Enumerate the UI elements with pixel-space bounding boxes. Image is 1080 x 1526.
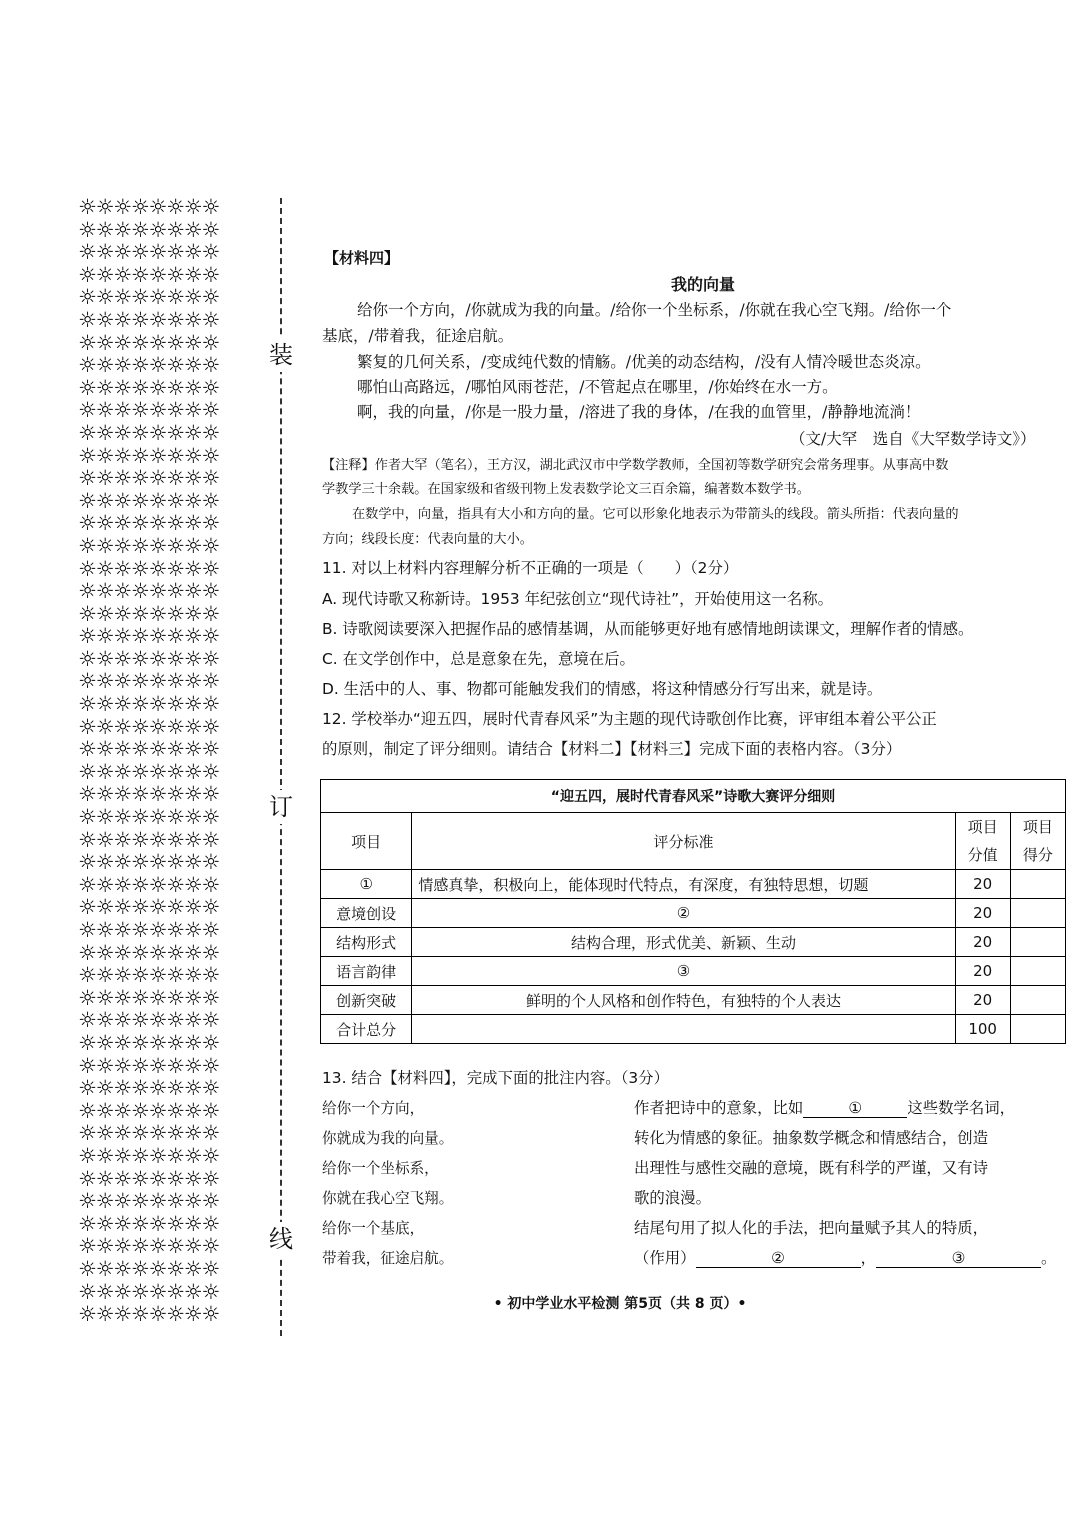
answer-blank-1[interactable]: ①	[803, 1099, 907, 1118]
q13-poem-line: 给你一个方向，	[322, 1100, 425, 1117]
row-score	[1010, 899, 1065, 928]
answer-blank-3[interactable]: ③	[876, 1249, 1041, 1268]
table-row	[321, 986, 1066, 1015]
row-score	[1010, 957, 1065, 986]
annotation-text: 。	[1040, 1249, 1057, 1267]
row-standard: 结构合理，形式优美、新颖、生动	[412, 928, 955, 957]
q13-poem-line: 给你一个基底，	[322, 1220, 425, 1237]
row-score	[1010, 870, 1065, 899]
q13-poem-line: 你就成为我的向量。	[322, 1130, 454, 1147]
poem-source: （文/大罕 选自《大罕数学诗文》）	[790, 430, 1036, 448]
table-row	[321, 1015, 1066, 1044]
q13-poem-line: 给你一个坐标系，	[322, 1160, 439, 1177]
q13-poem-line: 你就在我心空飞翔。	[322, 1190, 454, 1207]
row-score	[1010, 1015, 1065, 1044]
header-value-2: 分值	[967, 846, 998, 864]
row-project: 创新突破	[321, 986, 412, 1015]
q13-poem-line: 带着我，征途启航。	[322, 1250, 454, 1267]
row-project: 结构形式	[321, 928, 412, 957]
row-project: 语言韵律	[321, 957, 412, 986]
row-standard: 情感真挚，积极向上，能体现时代特点，有深度，有独特思想，切题	[412, 870, 955, 899]
annotation-line	[634, 1096, 1015, 1118]
poem-line: 繁复的几何关系，/变成纯代数的情觞。/优美的动态结构，/没有人情冷暖世态炎凉。	[357, 353, 931, 371]
note-line: 学教学三十余载。在国家级和省级刊物上发表数学论文三百余篇，编著数本数学书。	[322, 482, 810, 497]
annotation-text: 这些数学名词，	[907, 1099, 1016, 1117]
q11-option-b: B. 诗歌阅读要深入把握作品的感情基调，从而能够更好地有感情地朗读课文，理解作者的情感。	[322, 620, 974, 638]
row-project: 合计总分	[321, 1015, 412, 1044]
answer-blank-2[interactable]: ②	[696, 1249, 861, 1268]
poem-line: 给你一个方向，/你就成为我的向量。/给你一个坐标系，/你就在我心空飞翔。/给你一个	[357, 301, 952, 319]
annotation-line: 结尾句用了拟人化的手法，把向量赋予其人的特质，	[634, 1219, 988, 1237]
header-standard: 评分标准	[412, 813, 955, 870]
header-value-1: 项目	[967, 818, 998, 836]
binding-char-zhuang: 装	[264, 338, 298, 372]
annotation-text: ，	[860, 1249, 876, 1267]
q13-stem: 13. 结合【材料四】，完成下面的批注内容。（3分）	[322, 1069, 669, 1087]
table-row	[321, 870, 1066, 899]
annotation-line: 转化为情感的象征。抽象数学概念和情感结合，创造	[634, 1129, 988, 1147]
header-value	[955, 813, 1010, 870]
binding-char-ding: 订	[264, 790, 298, 824]
row-value: 20	[955, 899, 1010, 928]
rubric-title: “迎五四，展时代青春风采”诗歌大赛评分细则	[321, 780, 1066, 813]
header-score	[1010, 813, 1065, 870]
q11-option-a: A. 现代诗歌又称新诗。1953 年纪弦创立“现代诗社”，开始使用这一名称。	[322, 590, 833, 608]
header-project: 项目	[321, 813, 412, 870]
header-score-1: 项目	[1022, 818, 1053, 836]
page-footer: • 初中学业水平检测 第5页（共 8 页）•	[493, 1296, 747, 1312]
row-standard: 鲜明的个人风格和创作特色，有独特的个人表达	[412, 986, 955, 1015]
table-row	[321, 899, 1066, 928]
row-value: 20	[955, 957, 1010, 986]
row-standard	[412, 1015, 955, 1044]
row-score	[1010, 986, 1065, 1015]
row-value: 100	[955, 1015, 1010, 1044]
q11-option-c: C. 在文学创作中，总是意象在先，意境在后。	[322, 650, 635, 668]
table-row	[321, 957, 1066, 986]
row-value: 20	[955, 986, 1010, 1015]
q12-stem-line: 12. 学校举办“迎五四，展时代青春风采”为主题的现代诗歌创作比赛，评审组本着公平公正	[322, 710, 937, 728]
row-value: 20	[955, 870, 1010, 899]
row-standard: ②	[412, 899, 955, 928]
row-score	[1010, 928, 1065, 957]
material4-header: 【材料四】	[324, 249, 400, 267]
header-score-2: 得分	[1022, 846, 1053, 864]
row-project: 意境创设	[321, 899, 412, 928]
table-row	[321, 928, 1066, 957]
poem-title: 我的向量	[670, 275, 735, 294]
binding-char-xian: 线	[264, 1222, 298, 1256]
q11-stem: 11. 对以上材料内容理解分析不正确的一项是（ ）（2分）	[322, 559, 739, 577]
annotation-line: 出理性与感性交融的意境，既有科学的严谨，又有诗	[634, 1159, 988, 1177]
row-standard: ③	[412, 957, 955, 986]
note-line: 方向；线段长度：代表向量的大小。	[322, 532, 533, 547]
poem-line: 基底，/带着我，征途启航。	[322, 327, 514, 345]
poem-line: 啊，我的向量，/你是一股力量，/溶进了我的身体，/在我的血管里，/静静地流淌！	[357, 403, 921, 421]
poem-line: 哪怕山高路远，/哪怕风雨苍茫，/不管起点在哪里，/你始终在水一方。	[357, 378, 838, 396]
q12-stem-line: 的原则，制定了评分细则。请结合【材料二】【材料三】完成下面的表格内容。（3分）	[322, 740, 902, 758]
note-line: 在数学中，向量，指具有大小和方向的量。它可以形象化地表示为带箭头的线段。箭头所指：代表向量的	[352, 507, 959, 522]
annotation-text: （作用）	[634, 1249, 696, 1267]
row-project: ①	[321, 870, 412, 899]
row-value: 20	[955, 928, 1010, 957]
annotation-text: 作者把诗中的意象，比如	[634, 1099, 804, 1117]
rubric-table	[320, 779, 1066, 1044]
binding-pattern: ☼☼☼☼☼☼☼☼ ☼☼☼☼☼☼☼☼ ☼☼☼☼☼☼☼☼ ☼☼☼☼☼☼☼☼ ☼☼☼☼☼☼☼☼ ☼☼☼☼☼☼☼☼ ☼☼☼☼☼☼☼☼ ☼☼☼☼☼☼☼☼ ☼☼☼☼☼☼☼☼ ☼☼☼☼☼☼☼☼ ☼☼☼☼☼☼☼☼ ☼☼☼☼☼☼☼☼ ☼☼☼☼☼☼☼☼ ☼☼☼☼☼☼☼☼ ☼☼☼☼☼☼☼☼ ☼☼☼☼☼☼☼☼ ☼☼☼☼☼☼☼☼ ☼☼☼☼☼☼☼☼ ☼☼☼☼☼☼☼☼ ☼☼☼☼☼☼☼☼ ☼☼☼☼☼☼☼☼ ☼☼☼☼☼☼☼☼ ☼☼☼☼☼☼☼☼ ☼☼☼☼☼☼☼☼ ☼☼☼☼☼☼☼☼ ☼☼☼☼☼☼☼☼ ☼☼☼☼☼☼☼☼ ☼☼☼☼☼☼☼☼ ☼☼☼☼☼☼☼☼ ☼☼☼☼☼☼☼☼ ☼☼☼☼☼☼☼☼ ☼☼☼☼☼☼☼☼ ☼☼☼☼☼☼☼☼ ☼☼☼☼☼☼☼☼ ☼☼☼☼☼☼☼☼ ☼☼☼☼☼☼☼☼ ☼☼☼☼☼☼☼☼ ☼☼☼☼☼☼☼☼ ☼☼☼☼☼☼☼☼ ☼☼☼☼☼☼☼☼ ☼☼☼☼☼☼☼☼ ☼☼☼☼☼☼☼☼ ☼☼☼☼☼☼☼☼ ☼☼☼☼☼☼☼☼ ☼☼☼☼☼☼☼☼ ☼☼☼☼☼☼☼☼ ☼☼☼☼☼☼☼☼ ☼☼☼☼☼☼☼☼ ☼☼☼☼☼☼☼☼ ☼☼☼☼☼☼☼☼	[78, 196, 220, 1327]
annotation-line	[634, 1246, 1056, 1268]
note-line: 【注释】作者大罕（笔名），王方汉，湖北武汉市中学数学教师，全国初等数学研究会常务理事。从事高中数	[322, 458, 949, 473]
q11-option-d: D. 生活中的人、事、物都可能触发我们的情感，将这种情感分行写出来，就是诗。	[322, 680, 883, 698]
annotation-line: 歌的浪漫。	[634, 1189, 711, 1207]
